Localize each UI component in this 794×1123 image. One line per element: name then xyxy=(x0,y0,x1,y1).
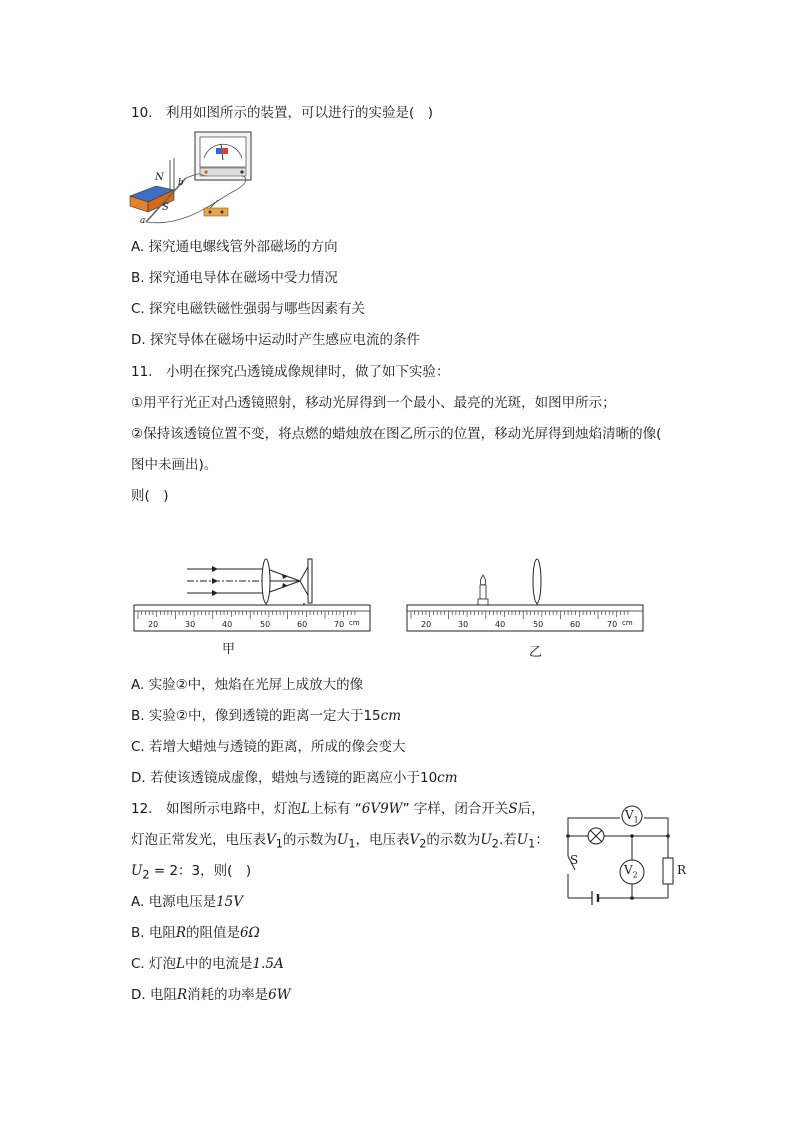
figure-a-caption: 甲 xyxy=(222,642,236,657)
q12-circuit xyxy=(558,800,694,906)
q11-option-c[interactable]: C. 若增大蜡烛与透镜的距离，所成的像会变大 xyxy=(131,739,406,755)
q11-figure-a xyxy=(132,555,372,655)
q11-option-b-text: B. 实验②中，像到透镜的距离一定大于 xyxy=(131,708,364,724)
q12-l2-u1b: U xyxy=(516,832,529,848)
rod-end-b-label: b xyxy=(178,178,184,188)
ruler-a-tick-30: 30 xyxy=(185,620,196,629)
q12-option-b-symbol: R xyxy=(175,925,187,941)
circuit-v2-label xyxy=(624,863,638,879)
q11-stem: 11. 小明在探究凸透镜成像规律时，做了如下实验： xyxy=(131,364,450,380)
q11-option-d[interactable] xyxy=(131,769,458,787)
q12-stem-line1 xyxy=(131,800,545,818)
ruler-b-tick-70: 70 xyxy=(607,620,618,629)
q12-option-d-mid: 消耗的功率是 xyxy=(187,987,269,1003)
circuit-v2-sub: 2 xyxy=(632,870,638,880)
ruler-b-unit: cm xyxy=(622,619,633,627)
circuit-v1-label xyxy=(625,808,639,824)
q12-option-c-symbol: L xyxy=(176,956,185,972)
ruler-b-tick-60: 60 xyxy=(570,620,581,629)
q12-l2-text-5: .若 xyxy=(498,832,517,848)
q12-l2-u2: U xyxy=(480,832,492,848)
q11-option-b[interactable] xyxy=(131,707,401,725)
q12-option-b-mid: 的阻值是 xyxy=(186,925,241,941)
q12-option-a[interactable] xyxy=(131,893,243,911)
circuit-v1-letter: V xyxy=(625,808,634,822)
q11-option-b-value: 15 xyxy=(363,708,381,724)
ruler-b-tick-20: 20 xyxy=(421,620,432,629)
q12-option-d-text: D. 电阻 xyxy=(131,987,177,1003)
q12-option-c[interactable] xyxy=(131,955,284,973)
q12-l2-text-6: ： xyxy=(535,832,549,848)
circuit-resistor-label: R xyxy=(677,863,687,877)
q12-option-c-value: 1.5A xyxy=(252,956,284,972)
q11-step2-line1: ②保持该透镜位置不变，将点燃的蜡烛放在图乙所示的位置，移动光屏得到烛焰清晰的像( xyxy=(131,426,662,442)
circuit-v1-sub: 1 xyxy=(633,815,639,825)
q12-l1-spec: 6V9W xyxy=(361,801,403,817)
ruler-a-tick-20: 20 xyxy=(148,620,159,629)
q11-figure-b xyxy=(405,555,645,659)
ruler-a-tick-50: 50 xyxy=(260,620,271,629)
q12-l2-u1-sub: 1 xyxy=(348,837,356,851)
q12-l2-text-2: 的示数为 xyxy=(282,832,337,848)
q11-option-b-unit: cm xyxy=(380,708,402,724)
magnet-n-label: N xyxy=(155,172,164,183)
ruler-a-tick-70: 70 xyxy=(334,620,345,629)
q12-l2-text-1: 灯泡正常发光，电压表 xyxy=(131,832,266,848)
q12-l2-v2: V xyxy=(409,832,420,848)
q12-l2-u1b-sub: 1 xyxy=(528,837,536,851)
q10-option-b[interactable]: B. 探究通电导体在磁场中受力情况 xyxy=(131,270,338,286)
q11-option-d-unit: cm xyxy=(437,770,458,786)
circuit-switch-label: S xyxy=(570,853,579,867)
ruler-b-tick-50: 50 xyxy=(533,620,544,629)
q12-stem-line3 xyxy=(131,862,251,885)
ruler-a-tick-60: 60 xyxy=(297,620,308,629)
q12-l2-u1: U xyxy=(336,832,349,848)
rod-end-a-label: a xyxy=(140,216,146,226)
ruler-a-tick-40: 40 xyxy=(222,620,233,629)
q12-l3-u2: U xyxy=(131,863,143,879)
q12-l1-text-1: 12. 如图所示电路中，灯泡 xyxy=(131,801,301,817)
ruler-b-tick-30: 30 xyxy=(458,620,469,629)
q12-l2-u2-sub: 2 xyxy=(491,837,499,851)
q10-option-d[interactable]: D. 探究导体在磁场中运动时产生感应电流的条件 xyxy=(131,332,420,348)
magnet-s-label: S xyxy=(162,202,169,213)
ruler-b-tick-40: 40 xyxy=(495,620,506,629)
ruler-a-unit: cm xyxy=(349,619,360,627)
q12-option-d-symbol: R xyxy=(176,987,188,1003)
q10-option-a[interactable]: A. 探究通电螺线管外部磁场的方向 xyxy=(131,239,338,255)
q11-option-a[interactable]: A. 实验②中，烛焰在光屏上成放大的像 xyxy=(131,677,364,693)
q12-option-d[interactable] xyxy=(131,986,291,1004)
q11-option-d-text: D. 若使该透镜成虚像，蜡烛与透镜的距离应小于 xyxy=(131,770,420,786)
q12-l1-symbol-s: S xyxy=(508,801,518,817)
figure-b-caption: 乙 xyxy=(529,645,543,660)
q12-l2-v1-sub: 1 xyxy=(275,837,283,851)
q12-l2-v1: V xyxy=(266,832,276,848)
q12-l1-symbol-l: L xyxy=(300,801,310,817)
q12-option-a-text: A. 电源电压是 xyxy=(131,894,217,910)
q12-option-b-text: B. 电阻 xyxy=(131,925,176,941)
q12-l1-text-4: 后， xyxy=(517,801,545,817)
q12-option-b-value: 6Ω xyxy=(240,925,260,941)
q12-l2-text-4: 的示数为 xyxy=(426,832,481,848)
q11-option-d-value: 10 xyxy=(419,770,438,786)
q12-option-c-text: C. 灯泡 xyxy=(131,956,177,972)
q11-step2-line2: 图中未画出)。 xyxy=(131,457,218,473)
q12-l3-u2-sub: 2 xyxy=(142,868,150,882)
q11-then: 则( ) xyxy=(131,488,169,504)
q12-stem-line2 xyxy=(131,831,549,854)
q10-option-c[interactable]: C. 探究电磁铁磁性强弱与哪些因素有关 xyxy=(131,301,366,317)
circuit-v2-letter: V xyxy=(624,863,633,877)
q12-option-b[interactable] xyxy=(131,924,260,942)
q12-l1-text-3: ” 字样，闭合开关 xyxy=(402,801,509,817)
q12-option-c-mid: 中的电流是 xyxy=(184,956,253,972)
q10-stem: 10. 利用如图所示的装置，可以进行的实验是( ) xyxy=(131,105,434,121)
q12-option-d-value: 6W xyxy=(268,987,291,1003)
q12-l3-equation: = 2：3，则( ) xyxy=(149,863,252,879)
q12-option-a-value: 15V xyxy=(216,894,244,910)
q12-l2-v2-sub: 2 xyxy=(419,837,427,851)
q11-step1: ①用平行光正对凸透镜照射，移动光屏得到一个最小、最亮的光斑，如图甲所示； xyxy=(131,395,616,411)
q12-l1-text-2: 上标有 “ xyxy=(309,801,362,817)
q12-l2-text-3: ，电压表 xyxy=(355,832,410,848)
q10-figure xyxy=(126,130,276,230)
